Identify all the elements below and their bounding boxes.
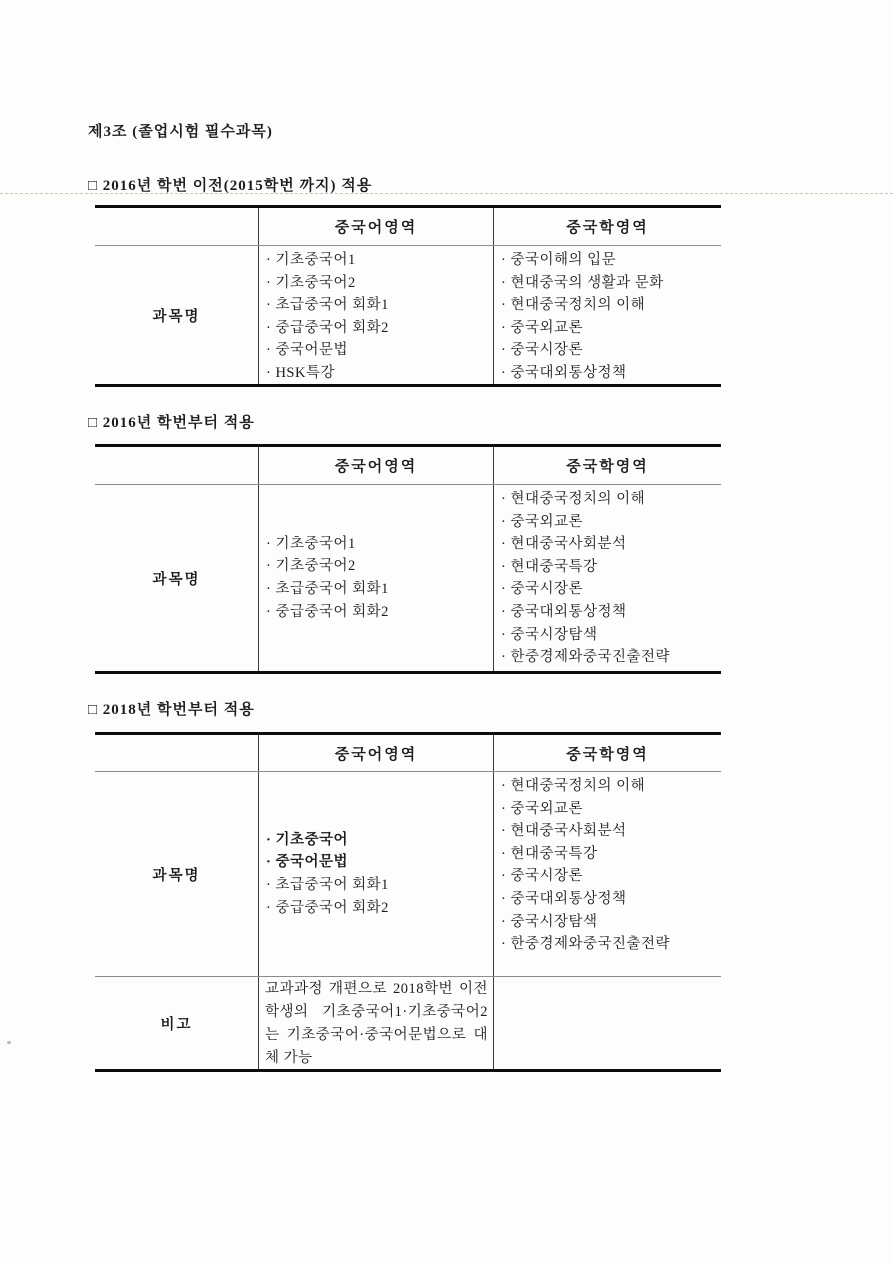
table-header-row [95, 447, 721, 485]
table-row-subjects [95, 246, 721, 384]
cell-note-text: 교과과정 개편으로 2018학번 이전학생의 기초중국어1·기초중국어2는 기초중국어·중국어문법으로 대체 가능 [258, 977, 493, 1069]
subject-item: · 기초중국어2 [266, 274, 356, 291]
section-heading-from-2018: □ 2018년 학번부터 적용 [88, 702, 255, 718]
cell-chinese-language-subjects [258, 485, 493, 671]
subject-item: · 중국어문법 [266, 342, 348, 359]
row-label-subject-name: 과목명 [152, 308, 201, 325]
subject-item: · 현대중국의 생활과 문화 [501, 274, 664, 291]
corner-cell-empty [95, 208, 258, 245]
corner-cell-empty [95, 447, 258, 484]
section-heading-from-2016: □ 2016년 학번부터 적용 [88, 415, 255, 431]
subject-item: · 중국외교론 [501, 319, 583, 336]
article-title: 제3조 (졸업시험 필수과목) [88, 124, 273, 140]
subject-item: · 중국대외통상정책 [501, 890, 627, 907]
subject-item: · 기초중국어2 [266, 558, 356, 575]
subject-item: · 중국대외통상정책 [501, 603, 627, 620]
row-label-subject-name: 과목명 [152, 571, 201, 588]
subject-item: · 중급중국어 회화2 [266, 899, 389, 916]
subject-item: · 기초중국어1 [266, 535, 356, 552]
subject-item: · 중국외교론 [501, 800, 583, 817]
subject-item: · 중국시장론 [501, 342, 583, 359]
subject-item: · 기초중국어1 [266, 252, 356, 268]
table-from-2018 [95, 732, 721, 1072]
subject-item: · 초급중국어 회화1 [266, 297, 389, 314]
corner-cell-empty [95, 735, 258, 771]
section-heading-pre-2016: □ 2016년 학번 이전(2015학번 까지) 적용 [88, 178, 373, 194]
row-label-subject-name: 과목명 [152, 867, 201, 884]
subject-item: · 중국시장론 [501, 581, 583, 598]
subject-item: · 현대중국특강 [501, 558, 598, 575]
subject-item: · 중국시장론 [501, 868, 583, 885]
subject-item: · 한중경제와중국진출전략 [501, 936, 671, 953]
subject-item: · 중급중국어 회화2 [266, 319, 389, 336]
cell-chinese-studies-subjects [493, 246, 721, 384]
subject-item: · 한중경제와중국진출전략 [501, 649, 671, 666]
table-row-note [95, 976, 721, 1069]
subject-item: · 중국시장탐색 [501, 626, 598, 643]
subject-item: · HSK특강 [266, 364, 335, 381]
cell-chinese-studies-subjects [493, 772, 721, 976]
subject-item: · 중국대외통상정책 [501, 364, 627, 381]
table-row-subjects [95, 485, 721, 671]
col-header-chinese-language: 중국어영역 [258, 735, 493, 771]
subject-item: · 현대중국정치의 이해 [501, 778, 646, 794]
table-header-row [95, 735, 721, 772]
col-header-chinese-studies: 중국학영역 [493, 735, 721, 771]
table-from-2016 [95, 444, 721, 674]
scan-artifact-dotted-line [0, 193, 893, 194]
cell-chinese-language-subjects [258, 246, 493, 384]
row-label-note: 비고 [160, 1016, 193, 1033]
subject-item: · 초급중국어 회화1 [266, 581, 389, 597]
col-header-chinese-studies: 중국학영역 [493, 208, 721, 245]
subject-item: · 중국이해의 입문 [501, 252, 617, 268]
cell-note-empty [493, 977, 721, 1069]
col-header-chinese-studies: 중국학영역 [493, 447, 721, 484]
subject-item: · 현대중국사회분석 [501, 823, 627, 840]
scan-artifact-dot [7, 1041, 11, 1044]
subject-item: · 중급중국어 회화2 [266, 603, 389, 620]
cell-chinese-studies-subjects [493, 485, 721, 671]
table-header-row [95, 208, 721, 246]
subject-item: · 현대중국특강 [501, 845, 598, 862]
subject-item: · 현대중국정치의 이해 [501, 491, 646, 507]
col-header-chinese-language: 중국어영역 [258, 208, 493, 245]
subject-item: · 중국시장탐색 [501, 913, 598, 930]
subject-item: · 중국외교론 [501, 513, 583, 530]
cell-chinese-language-subjects [258, 772, 493, 976]
subject-item: · 중국어문법 [266, 854, 348, 871]
subject-item: · 기초중국어 [266, 831, 348, 848]
table-pre-2016 [95, 205, 721, 387]
subject-item: · 초급중국어 회화1 [266, 877, 389, 893]
subject-item: · 현대중국정치의 이해 [501, 297, 646, 314]
col-header-chinese-language: 중국어영역 [258, 447, 493, 484]
table-row-subjects [95, 772, 721, 976]
subject-item: · 현대중국사회분석 [501, 536, 627, 553]
